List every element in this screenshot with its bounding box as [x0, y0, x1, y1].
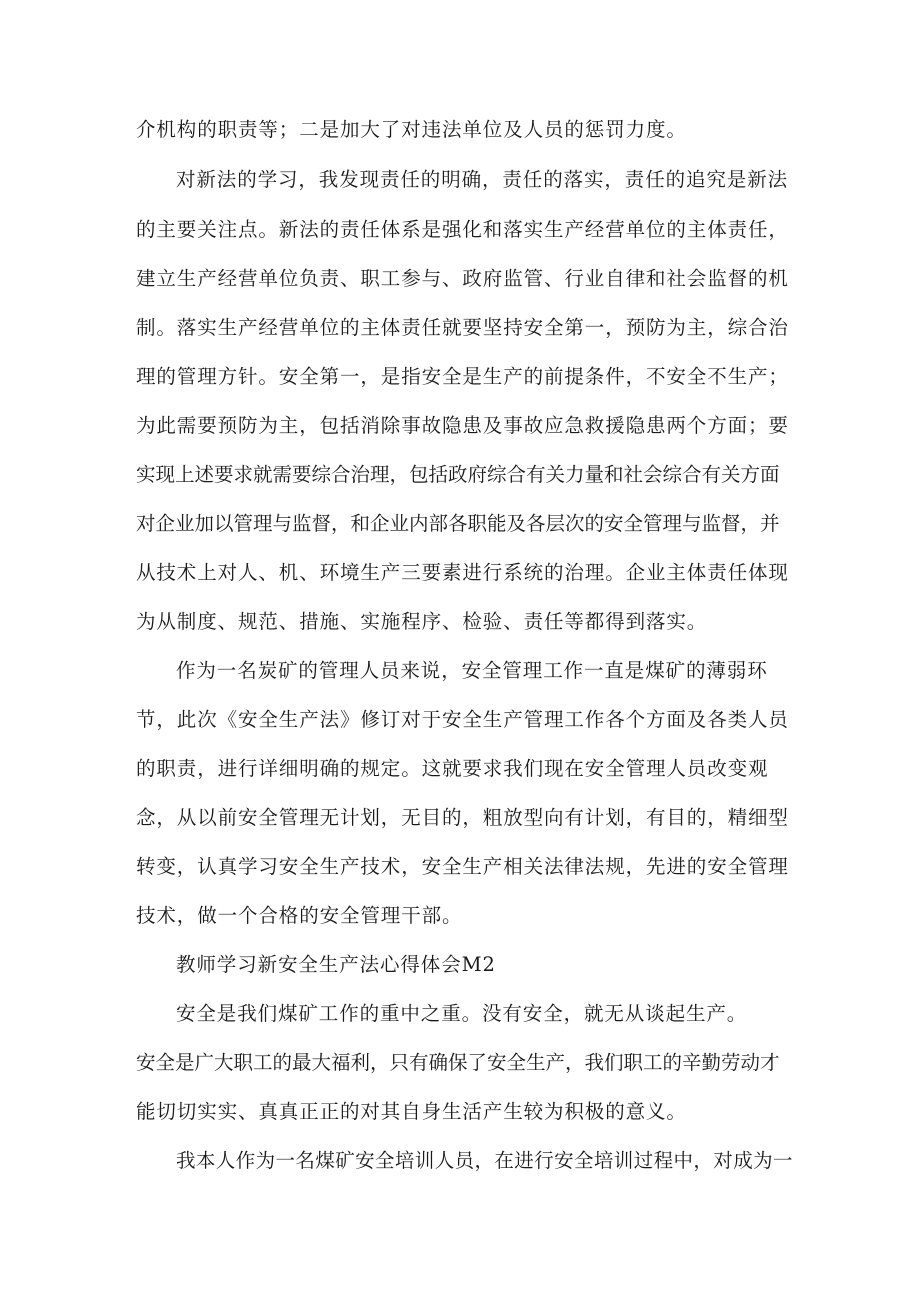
text-line-9: 对企业加以管理与监督，和企业内部各职能及各层次的安全管理与监督，并	[136, 512, 780, 535]
text-line-6: 理的管理方针。安全第一，是指安全是生产的前提条件，不安全不生产；	[136, 365, 789, 388]
text-line-12: 作为一名炭矿的管理人员来说，安全管理工作一直是煤矿的薄弱环	[176, 659, 768, 682]
text-line-13: 节，此次《安全生产法》修订对于安全生产管理工作各个方面及各类人员	[136, 708, 789, 731]
text-line-1: 介机构的职责等；二是加大了对违法单位及人员的惩罚力度。	[136, 118, 687, 141]
text-line-4: 建立生产经营单位负责、职工参与、政府监管、行业自律和社会监督的机	[136, 267, 789, 290]
text-line-5: 制。落实生产经营单位的主体责任就要坚持安全第一，预防为主，综合治	[136, 316, 789, 339]
text-line-3: 的主要关注点。新法的责任体系是强化和落实生产经营单位的主体责任，	[136, 218, 789, 241]
text-line-15: 念，从以前安全管理无计划，无目的，粗放型向有计划，有目的，精细型	[136, 806, 789, 829]
text-line-10: 从技术上对人、机、环境生产三要素进行系统的治理。企业主体责任体现	[136, 561, 789, 584]
text-line-7: 为此需要预防为主，包括消除事故隐患及事故应急救援隐患两个方面；要	[136, 414, 789, 437]
text-line-8: 实现上述要求就需要综合治理，包括政府综合有关力量和社会综合有关方面	[136, 463, 780, 486]
text-line-19: 安全是我们煤矿工作的重中之重。没有安全，就无从谈起生产。	[176, 1002, 748, 1025]
text-line-14: 的职责，进行详细明确的规定。这就要求我们现在安全管理人员改变观	[136, 757, 769, 780]
text-line-16: 转变，认真学习安全生产技术，安全生产相关法律法规，先进的安全管理	[136, 855, 789, 878]
text-line-11: 为从制度、规范、措施、实施程序、检验、责任等都得到落实。	[136, 610, 708, 633]
text-line-17: 技术，做一个合格的安全管理干部。	[136, 904, 463, 927]
text-line-22: 我本人作为一名煤矿安全培训人员，在进行安全培训过程中，对成为一	[176, 1149, 793, 1172]
text-line-20: 安全是广大职工的最大福利，只有确保了安全生产，我们职工的辛勤劳动才	[136, 1051, 780, 1074]
section-heading: 教师学习新安全生产法心得体会M2	[176, 953, 496, 976]
text-line-21: 能切切实实、真真正正的对其自身生活产生较为积极的意义。	[136, 1100, 687, 1123]
text-line-2: 对新法的学习，我发现责任的明确，责任的落实，责任的追究是新法	[176, 168, 789, 191]
